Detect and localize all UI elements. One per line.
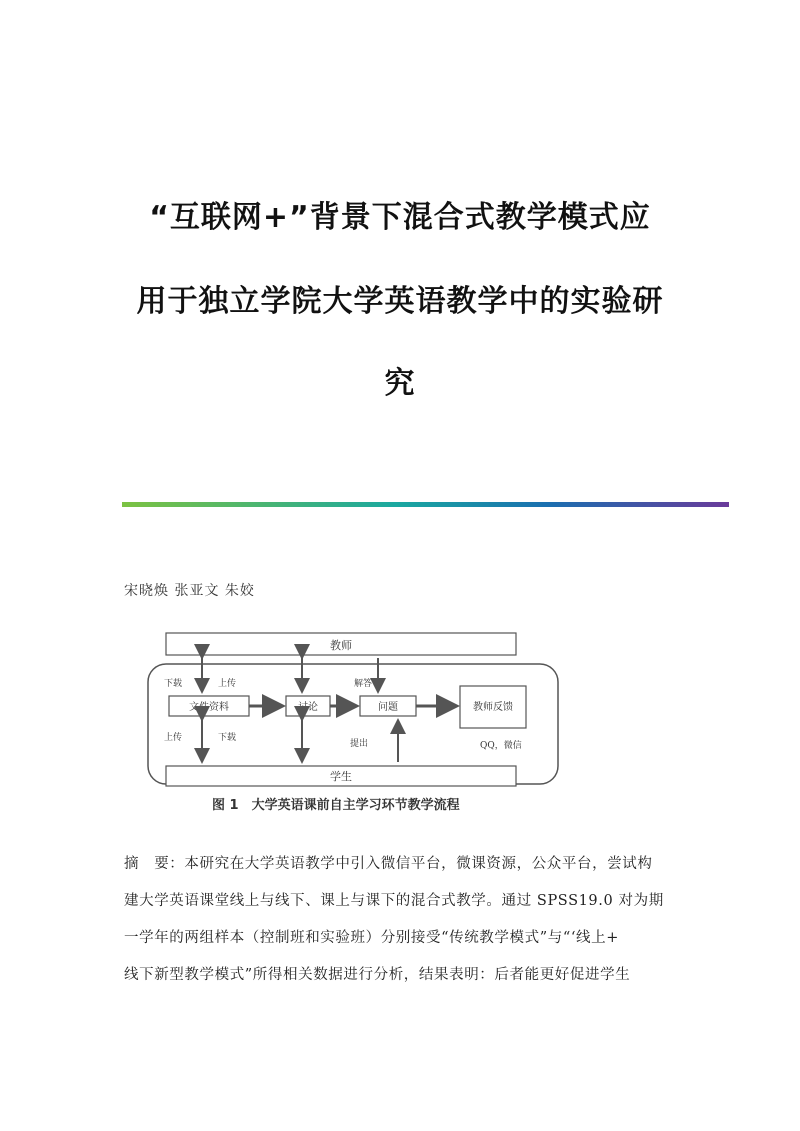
label-download-bl: 下载 — [218, 733, 237, 743]
node-discuss-label: 讨论 — [298, 702, 318, 713]
abstract-line: 一学年的两组样本（控制班和实验班）分别接受“传统教学模式”与“‘线上+ — [124, 930, 619, 946]
title-divider — [122, 502, 729, 507]
figure-caption: 图 1 大学英语课前自主学习环节教学流程 — [212, 798, 460, 813]
label-upload-tl: 上传 — [218, 679, 237, 689]
node-feedback-label: 教师反馈 — [473, 702, 513, 713]
node-docs-label: 文件资料 — [189, 702, 229, 713]
abstract-line: 线下新型教学模式”所得相关数据进行分析，结果表明：后者能更好促进学生 — [124, 967, 631, 983]
page-title-line-2: 用于独立学院大学英语教学中的实验研 — [136, 284, 664, 319]
author-list: 宋晓焕 张亚文 朱姣 — [124, 583, 255, 599]
label-ask: 提出 — [350, 739, 369, 749]
page-title-line-3: 究 — [384, 366, 416, 401]
abstract — [124, 846, 684, 994]
node-question-label: 问题 — [378, 702, 398, 713]
label-qq: QQ，微信 — [480, 741, 522, 751]
abstract-line: 建大学英语课堂线上与线下、课上与课下的混合式教学。通过 SPSS19.0 对为期 — [124, 893, 664, 909]
page-title-line-1: “互联网+”背景下混合式教学模式应 — [149, 200, 651, 235]
abstract-line: 摘 要：本研究在大学英语教学中引入微信平台，微课资源，公众平台，尝试构 — [124, 856, 653, 872]
teacher-box-label: 教师 — [330, 639, 352, 652]
label-download-tl: 下载 — [164, 679, 183, 689]
student-box-label: 学生 — [330, 770, 352, 783]
label-answer: 解答 — [354, 679, 373, 689]
label-upload-bl: 上传 — [164, 733, 183, 743]
